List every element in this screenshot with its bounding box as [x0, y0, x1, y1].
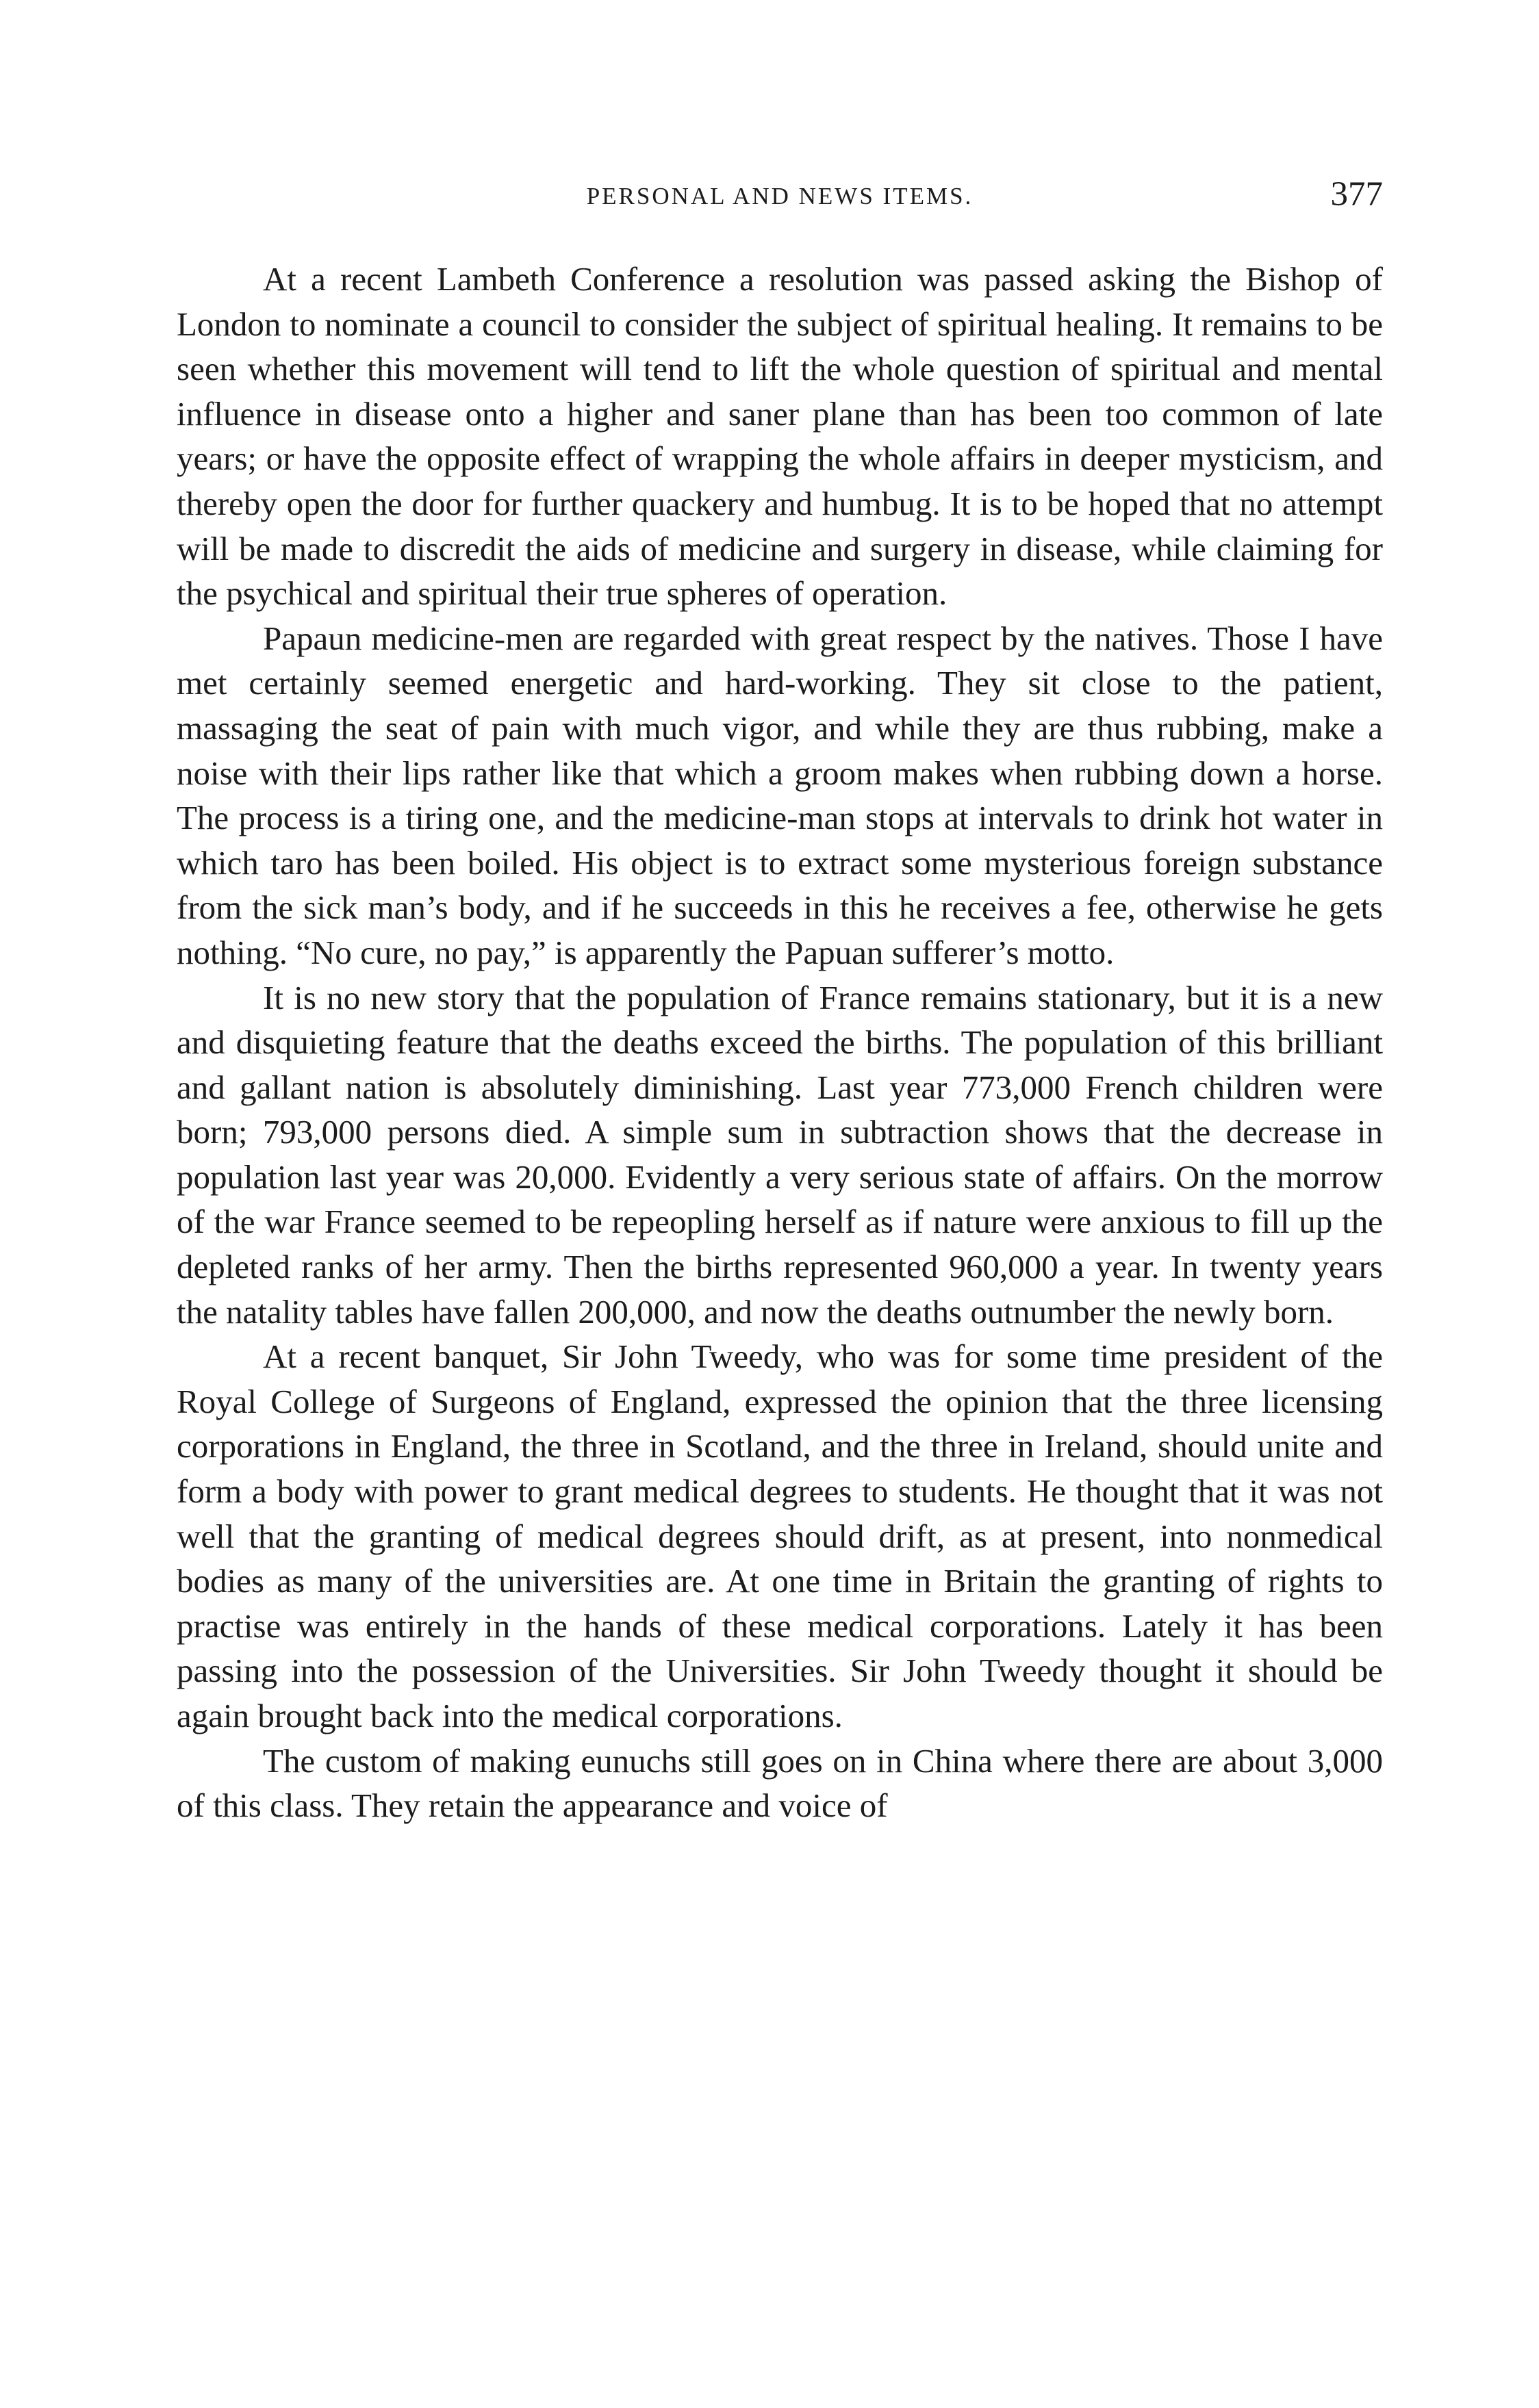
paragraph-papuan-medicine-men: Papaun medicine-men are regarded with great respect by the natives. Those I have met certainly seemed energetic and hard-working. They sit close to the patient, massaging the seat of pain with much vigor, and while they are thus rubbing, make a noise with their lips rather like that which a groom makes when rubbing down a horse. The process is a tiring one, and the medicine-man stops at intervals to drink hot water in which taro has been boiled. His object is to extract some mysterious foreign substance from the sick man’s body, and if he succeeds in this he receives a fee, otherwise he gets nothing. “No cure, no pay,” is apparently the Papuan sufferer’s motto. [177, 619, 1383, 971]
running-title: PERSONAL AND NEWS ITEMS. [586, 183, 974, 209]
article-body [177, 257, 1383, 1828]
paragraph-china-eunuchs: The custom of making eunuchs still goes on in China where there are about 3,000 of this class. They retain the appearance and voice of [177, 1741, 1383, 1825]
page-number: 377 [1330, 175, 1383, 214]
paragraph-france-population: It is no new story that the population of France remains stationary, but it is a new and disquieting feature that the deaths exceed the births. The population of this brilliant and gallant nation is absolutely diminishing. Last year 773,000 French children were born; 793,000 persons died. A simple sum in subtraction shows that the decrease in population last year was 20,000. Evidently a very serious state of affairs. On the morrow of the war France seemed to be repeopling herself as if nature were anxious to fill up the depleted ranks of her army. Then the births represented 960,000 a year. In twenty years the natality tables have fallen 200,000, and now the deaths outnumber the newly born. [177, 978, 1383, 1331]
paragraph-lambeth-conference: At a recent Lambeth Conference a resolution was passed asking the Bishop of London to nominate a council to consider the subject of spiritual healing. It remains to be seen whether this movement will tend to lift the whole question of spiritual and mental influence in disease onto a higher and saner plane than has been too common of late years; or have the opposite effect of wrapping the whole affairs in deeper mysticism, and thereby open the door for further quackery and humbug. It is to be hoped that no attempt will be made to discredit the aids of medicine and surgery in disease, while claiming for the psychical and spiritual their true spheres of operation. [177, 260, 1383, 613]
running-header [177, 175, 1383, 222]
paragraph-sir-john-tweedy: At a recent banquet, Sir John Tweedy, who was for some time president of the Royal College of Surgeons of England, expressed the opinion that the three licensing corporations in England, the three in Scotland, and the three in Ireland, should unite and form a body with power to grant medical degrees to students. He thought that it was not well that the granting of medical degrees should drift, as at present, into nonmedical bodies as many of the universities are. At one time in Britain the granting of rights to practise was entirely in the hands of these medical corporations. Lately it has been passing into the possession of the Universities. Sir John Tweedy thought it should be again brought back into the medical corporations. [177, 1337, 1383, 1734]
